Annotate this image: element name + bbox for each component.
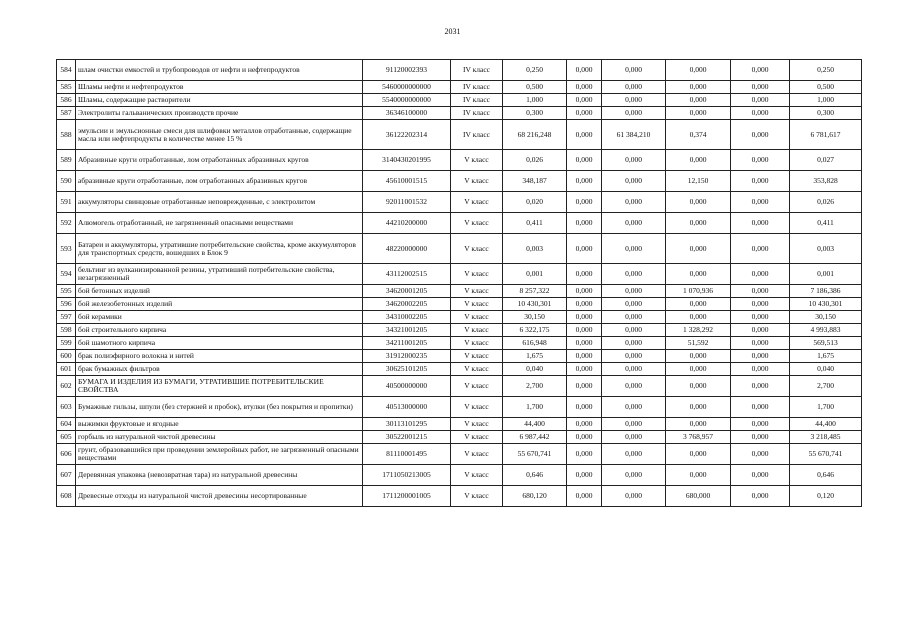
waste-name-cell: брак полиэфирного волокна и нитей [76, 350, 363, 363]
value-cell-3: 0,000 [602, 264, 666, 285]
value-cell-3: 0,000 [602, 431, 666, 444]
hazard-class-cell: V класс [451, 324, 503, 337]
fkko-code-cell: 40513000000 [363, 397, 451, 418]
value-cell-1: 55 670,741 [503, 444, 567, 465]
value-cell-1: 0,250 [503, 60, 567, 81]
hazard-class-cell: V класс [451, 298, 503, 311]
waste-name-cell: выжимки фруктовые и ягодные [76, 418, 363, 431]
value-cell-2: 0,000 [567, 397, 602, 418]
value-cell-5: 0,000 [731, 465, 790, 486]
value-cell-5: 0,000 [731, 107, 790, 120]
waste-name-cell: бельтинг из вулканизированной резины, утративший потребительские свойства, незагрязненный [76, 264, 363, 285]
fkko-code-cell: 34211001205 [363, 337, 451, 350]
fkko-code-cell: 34620001205 [363, 285, 451, 298]
value-cell-1: 1,675 [503, 350, 567, 363]
waste-name-cell: бой керамики [76, 311, 363, 324]
value-cell-5: 0,000 [731, 60, 790, 81]
value-cell-1: 30,150 [503, 311, 567, 324]
fkko-code-cell: 34310002205 [363, 311, 451, 324]
value-cell-4: 0,000 [666, 264, 731, 285]
waste-name-cell: шлам очистки емкостей и трубопроводов от нефти и нефтепродуктов [76, 60, 363, 81]
table-row [57, 264, 862, 285]
value-cell-4: 0,000 [666, 192, 731, 213]
page-number: 2031 [444, 27, 461, 36]
table-body [57, 60, 862, 507]
row-number-cell: 592 [57, 213, 76, 234]
table-row [57, 311, 862, 324]
waste-name-cell: Древесные отходы из натуральной чистой древесины несортированные [76, 486, 363, 507]
hazard-class-cell: V класс [451, 350, 503, 363]
waste-name-cell: абразивные круги отработанные, лом отработанных абразивных кругов [76, 171, 363, 192]
fkko-code-cell: 3140430201995 [363, 150, 451, 171]
table-row [57, 81, 862, 94]
value-cell-6: 0,646 [790, 465, 862, 486]
fkko-code-cell: 81110001495 [363, 444, 451, 465]
waste-name-cell: Алюмогель отработанный, не загрязненный опасными веществами [76, 213, 363, 234]
hazard-class-cell: V класс [451, 150, 503, 171]
table-row [57, 120, 862, 150]
table-row [57, 363, 862, 376]
hazard-class-cell: V класс [451, 234, 503, 264]
value-cell-5: 0,000 [731, 324, 790, 337]
table-row [57, 150, 862, 171]
value-cell-2: 0,000 [567, 465, 602, 486]
value-cell-5: 0,000 [731, 363, 790, 376]
value-cell-6: 2,700 [790, 376, 862, 397]
hazard-class-cell: V класс [451, 376, 503, 397]
value-cell-3: 0,000 [602, 94, 666, 107]
value-cell-3: 0,000 [602, 363, 666, 376]
value-cell-2: 0,000 [567, 376, 602, 397]
value-cell-2: 0,000 [567, 107, 602, 120]
fkko-code-cell: 48220000000 [363, 234, 451, 264]
value-cell-6: 0,040 [790, 363, 862, 376]
value-cell-2: 0,000 [567, 171, 602, 192]
value-cell-3: 0,000 [602, 285, 666, 298]
waste-name-cell: Батареи и аккумуляторы, утратившие потребительские свойства, кроме аккумуляторов для транспортных средств, вошедших в Блок 9 [76, 234, 363, 264]
row-number-cell: 602 [57, 376, 76, 397]
fkko-code-cell: 40500000000 [363, 376, 451, 397]
value-cell-2: 0,000 [567, 418, 602, 431]
value-cell-1: 0,040 [503, 363, 567, 376]
value-cell-6: 0,300 [790, 107, 862, 120]
value-cell-6: 0,003 [790, 234, 862, 264]
waste-name-cell: Бумажные гильзы, шпули (без стержней и пробок), втулки (без покрытия и пропитки) [76, 397, 363, 418]
row-number-cell: 593 [57, 234, 76, 264]
table-row [57, 298, 862, 311]
value-cell-6: 10 430,301 [790, 298, 862, 311]
value-cell-6: 7 186,386 [790, 285, 862, 298]
value-cell-4: 1 070,936 [666, 285, 731, 298]
row-number-cell: 601 [57, 363, 76, 376]
value-cell-1: 0,411 [503, 213, 567, 234]
value-cell-2: 0,000 [567, 311, 602, 324]
value-cell-6: 30,150 [790, 311, 862, 324]
value-cell-2: 0,000 [567, 298, 602, 311]
fkko-code-cell: 1711200001005 [363, 486, 451, 507]
value-cell-3: 0,000 [602, 298, 666, 311]
hazard-class-cell: V класс [451, 213, 503, 234]
table-row [57, 213, 862, 234]
value-cell-2: 0,000 [567, 60, 602, 81]
table-row [57, 465, 862, 486]
value-cell-5: 0,000 [731, 213, 790, 234]
table-row [57, 444, 862, 465]
hazard-class-cell: V класс [451, 444, 503, 465]
row-number-cell: 590 [57, 171, 76, 192]
value-cell-2: 0,000 [567, 337, 602, 350]
value-cell-1: 0,300 [503, 107, 567, 120]
table-row [57, 192, 862, 213]
value-cell-1: 6 322,175 [503, 324, 567, 337]
waste-name-cell: бой шамотного кирпича [76, 337, 363, 350]
row-number-cell: 599 [57, 337, 76, 350]
value-cell-5: 0,000 [731, 81, 790, 94]
value-cell-3: 0,000 [602, 350, 666, 363]
value-cell-5: 0,000 [731, 94, 790, 107]
value-cell-2: 0,000 [567, 192, 602, 213]
value-cell-6: 3 218,485 [790, 431, 862, 444]
value-cell-5: 0,000 [731, 486, 790, 507]
value-cell-5: 0,000 [731, 285, 790, 298]
hazard-class-cell: V класс [451, 418, 503, 431]
hazard-class-cell: V класс [451, 465, 503, 486]
fkko-code-cell: 30113101295 [363, 418, 451, 431]
value-cell-1: 0,020 [503, 192, 567, 213]
value-cell-5: 0,000 [731, 171, 790, 192]
waste-name-cell: БУМАГА И ИЗДЕЛИЯ ИЗ БУМАГИ, УТРАТИВШИЕ ПОТРЕБИТЕЛЬСКИЕ СВОЙСТВА [76, 376, 363, 397]
value-cell-1: 0,003 [503, 234, 567, 264]
fkko-code-cell: 31912000235 [363, 350, 451, 363]
table-row [57, 486, 862, 507]
value-cell-4: 680,000 [666, 486, 731, 507]
value-cell-3: 0,000 [602, 397, 666, 418]
value-cell-5: 0,000 [731, 120, 790, 150]
value-cell-1: 68 216,248 [503, 120, 567, 150]
value-cell-5: 0,000 [731, 337, 790, 350]
value-cell-3: 0,000 [602, 107, 666, 120]
value-cell-3: 0,000 [602, 234, 666, 264]
value-cell-4: 0,000 [666, 465, 731, 486]
value-cell-1: 44,400 [503, 418, 567, 431]
value-cell-2: 0,000 [567, 81, 602, 94]
value-cell-4: 0,000 [666, 418, 731, 431]
waste-name-cell: бой бетонных изделий [76, 285, 363, 298]
row-number-cell: 584 [57, 60, 76, 81]
fkko-code-cell: 36346100000 [363, 107, 451, 120]
value-cell-2: 0,000 [567, 350, 602, 363]
value-cell-4: 0,000 [666, 350, 731, 363]
waste-name-cell: горбыль из натуральной чистой древесины [76, 431, 363, 444]
fkko-code-cell: 36122202314 [363, 120, 451, 150]
value-cell-1: 616,948 [503, 337, 567, 350]
hazard-class-cell: V класс [451, 171, 503, 192]
value-cell-6: 0,027 [790, 150, 862, 171]
row-number-cell: 603 [57, 397, 76, 418]
waste-name-cell: Электролиты гальванических производств прочие [76, 107, 363, 120]
fkko-code-cell: 1711050213005 [363, 465, 451, 486]
row-number-cell: 596 [57, 298, 76, 311]
waste-name-cell: грунт, образовавшийся при проведении землеройных работ, не загрязненный опасными веществами [76, 444, 363, 465]
row-number-cell: 595 [57, 285, 76, 298]
value-cell-3: 0,000 [602, 60, 666, 81]
fkko-code-cell: 43112002515 [363, 264, 451, 285]
value-cell-3: 0,000 [602, 192, 666, 213]
value-cell-6: 0,120 [790, 486, 862, 507]
value-cell-6: 569,513 [790, 337, 862, 350]
table-row [57, 397, 862, 418]
fkko-code-cell: 34620002205 [363, 298, 451, 311]
hazard-class-cell: IV класс [451, 60, 503, 81]
value-cell-2: 0,000 [567, 363, 602, 376]
table-row [57, 234, 862, 264]
value-cell-6: 55 670,741 [790, 444, 862, 465]
table-row [57, 60, 862, 81]
row-number-cell: 597 [57, 311, 76, 324]
value-cell-6: 0,500 [790, 81, 862, 94]
value-cell-4: 0,000 [666, 213, 731, 234]
value-cell-1: 348,187 [503, 171, 567, 192]
value-cell-1: 680,120 [503, 486, 567, 507]
value-cell-2: 0,000 [567, 213, 602, 234]
row-number-cell: 608 [57, 486, 76, 507]
value-cell-1: 1,000 [503, 94, 567, 107]
waste-name-cell: Абразивные круги отработанные, лом отработанных абразивных кругов [76, 150, 363, 171]
waste-name-cell: эмульсии и эмульсионные смеси для шлифовки металлов отработанные, содержащие масла или нефтепродукты в количестве менее 15 % [76, 120, 363, 150]
value-cell-4: 12,150 [666, 171, 731, 192]
value-cell-2: 0,000 [567, 264, 602, 285]
value-cell-4: 0,000 [666, 376, 731, 397]
waste-name-cell: Шламы нефти и нефтепродуктов [76, 81, 363, 94]
value-cell-4: 0,374 [666, 120, 731, 150]
value-cell-5: 0,000 [731, 431, 790, 444]
row-number-cell: 586 [57, 94, 76, 107]
hazard-class-cell: V класс [451, 264, 503, 285]
value-cell-3: 0,000 [602, 171, 666, 192]
row-number-cell: 588 [57, 120, 76, 150]
hazard-class-cell: V класс [451, 486, 503, 507]
value-cell-4: 0,000 [666, 94, 731, 107]
table-row [57, 94, 862, 107]
value-cell-1: 0,001 [503, 264, 567, 285]
table-row [57, 324, 862, 337]
hazard-class-cell: V класс [451, 431, 503, 444]
value-cell-4: 0,000 [666, 298, 731, 311]
value-cell-6: 6 781,617 [790, 120, 862, 150]
hazard-class-cell: V класс [451, 192, 503, 213]
value-cell-1: 8 257,322 [503, 285, 567, 298]
fkko-code-cell: 5460000000000 [363, 81, 451, 94]
waste-name-cell: Деревянная упаковка (невозвратная тара) из натуральной древесины [76, 465, 363, 486]
row-number-cell: 587 [57, 107, 76, 120]
value-cell-6: 44,400 [790, 418, 862, 431]
value-cell-3: 0,000 [602, 81, 666, 94]
hazard-class-cell: V класс [451, 363, 503, 376]
value-cell-2: 0,000 [567, 486, 602, 507]
value-cell-5: 0,000 [731, 350, 790, 363]
value-cell-4: 0,000 [666, 107, 731, 120]
row-number-cell: 591 [57, 192, 76, 213]
value-cell-6: 353,828 [790, 171, 862, 192]
waste-name-cell: Шламы, содержащие растворители [76, 94, 363, 107]
row-number-cell: 606 [57, 444, 76, 465]
value-cell-1: 0,646 [503, 465, 567, 486]
value-cell-4: 0,000 [666, 444, 731, 465]
value-cell-4: 0,000 [666, 81, 731, 94]
value-cell-3: 0,000 [602, 337, 666, 350]
table-row [57, 107, 862, 120]
waste-name-cell: брак бумажных фильтров [76, 363, 363, 376]
row-number-cell: 604 [57, 418, 76, 431]
value-cell-5: 0,000 [731, 418, 790, 431]
value-cell-6: 1,700 [790, 397, 862, 418]
value-cell-6: 1,675 [790, 350, 862, 363]
value-cell-2: 0,000 [567, 444, 602, 465]
table-row [57, 418, 862, 431]
value-cell-3: 0,000 [602, 213, 666, 234]
fkko-code-cell: 44210200000 [363, 213, 451, 234]
value-cell-2: 0,000 [567, 150, 602, 171]
value-cell-3: 0,000 [602, 311, 666, 324]
table-row [57, 431, 862, 444]
table-row [57, 350, 862, 363]
value-cell-4: 0,000 [666, 397, 731, 418]
value-cell-4: 1 328,292 [666, 324, 731, 337]
value-cell-6: 0,250 [790, 60, 862, 81]
value-cell-3: 0,000 [602, 376, 666, 397]
value-cell-6: 0,026 [790, 192, 862, 213]
value-cell-1: 2,700 [503, 376, 567, 397]
value-cell-3: 0,000 [602, 465, 666, 486]
value-cell-4: 0,000 [666, 150, 731, 171]
value-cell-1: 6 987,442 [503, 431, 567, 444]
row-number-cell: 589 [57, 150, 76, 171]
value-cell-3: 0,000 [602, 444, 666, 465]
hazard-class-cell: V класс [451, 337, 503, 350]
value-cell-4: 0,000 [666, 311, 731, 324]
value-cell-1: 10 430,301 [503, 298, 567, 311]
value-cell-4: 3 768,957 [666, 431, 731, 444]
value-cell-6: 0,001 [790, 264, 862, 285]
waste-name-cell: бой строительного кирпича [76, 324, 363, 337]
value-cell-4: 51,592 [666, 337, 731, 350]
value-cell-1: 0,500 [503, 81, 567, 94]
value-cell-3: 0,000 [602, 486, 666, 507]
fkko-code-cell: 34321001205 [363, 324, 451, 337]
row-number-cell: 585 [57, 81, 76, 94]
value-cell-3: 0,000 [602, 418, 666, 431]
hazard-class-cell: V класс [451, 311, 503, 324]
value-cell-1: 1,700 [503, 397, 567, 418]
value-cell-5: 0,000 [731, 264, 790, 285]
value-cell-5: 0,000 [731, 397, 790, 418]
table-row [57, 337, 862, 350]
value-cell-3: 61 384,210 [602, 120, 666, 150]
value-cell-2: 0,000 [567, 431, 602, 444]
value-cell-6: 1,000 [790, 94, 862, 107]
table-row [57, 376, 862, 397]
value-cell-5: 0,000 [731, 376, 790, 397]
hazard-class-cell: IV класс [451, 120, 503, 150]
table-row [57, 285, 862, 298]
value-cell-6: 4 993,883 [790, 324, 862, 337]
value-cell-2: 0,000 [567, 234, 602, 264]
value-cell-5: 0,000 [731, 150, 790, 171]
table-row [57, 171, 862, 192]
value-cell-2: 0,000 [567, 324, 602, 337]
fkko-code-cell: 5540000000000 [363, 94, 451, 107]
row-number-cell: 607 [57, 465, 76, 486]
value-cell-6: 0,411 [790, 213, 862, 234]
value-cell-2: 0,000 [567, 120, 602, 150]
fkko-code-cell: 92011001532 [363, 192, 451, 213]
waste-name-cell: бой железобетонных изделий [76, 298, 363, 311]
fkko-code-cell: 45610001515 [363, 171, 451, 192]
hazard-class-cell: IV класс [451, 81, 503, 94]
value-cell-5: 0,000 [731, 298, 790, 311]
value-cell-3: 0,000 [602, 150, 666, 171]
value-cell-3: 0,000 [602, 324, 666, 337]
value-cell-2: 0,000 [567, 94, 602, 107]
fkko-code-cell: 91120002393 [363, 60, 451, 81]
value-cell-4: 0,000 [666, 363, 731, 376]
fkko-code-cell: 30625101205 [363, 363, 451, 376]
value-cell-1: 0,026 [503, 150, 567, 171]
value-cell-5: 0,000 [731, 311, 790, 324]
value-cell-2: 0,000 [567, 285, 602, 298]
value-cell-5: 0,000 [731, 192, 790, 213]
value-cell-5: 0,000 [731, 234, 790, 264]
waste-table [56, 59, 862, 507]
value-cell-4: 0,000 [666, 60, 731, 81]
row-number-cell: 598 [57, 324, 76, 337]
hazard-class-cell: V класс [451, 397, 503, 418]
fkko-code-cell: 30522001215 [363, 431, 451, 444]
hazard-class-cell: IV класс [451, 94, 503, 107]
row-number-cell: 605 [57, 431, 76, 444]
hazard-class-cell: IV класс [451, 107, 503, 120]
hazard-class-cell: V класс [451, 285, 503, 298]
row-number-cell: 600 [57, 350, 76, 363]
row-number-cell: 594 [57, 264, 76, 285]
value-cell-4: 0,000 [666, 234, 731, 264]
value-cell-5: 0,000 [731, 444, 790, 465]
waste-name-cell: аккумуляторы свинцовые отработанные неповрежденные, с электролитом [76, 192, 363, 213]
